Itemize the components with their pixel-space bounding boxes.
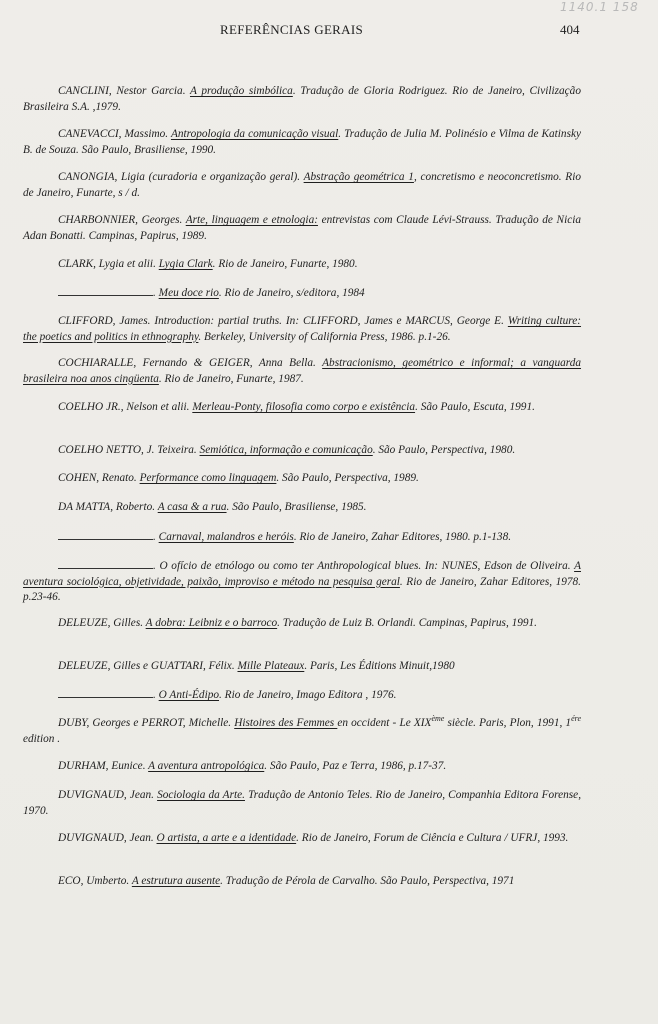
reference-entry: DA MATTA, Roberto. A casa & a rua. São Paulo, Brasiliense, 1985. <box>58 501 367 513</box>
reference-entry: CANEVACCI, Massimo. Antropologia da comunicação visual. Tradução de Julia M. Polinésio e Vilma de Katinsky B. de Souza. São Paulo, Brasiliense, 1990. <box>23 128 581 156</box>
reference-entry: . O Anti-Édipo. Rio de Janeiro, Imago Editora , 1976. <box>23 687 581 704</box>
reference-entry: DUBY, Georges e PERROT, Michelle. Histoires des Femmes en occident - Le XIXème siècle. Paris, Plon, 1991, $1^{ére}$ edition . <box>23 714 581 745</box>
reference-entry: COELHO JR., Nelson et alii. Merleau-Ponty, filosofia como corpo e existência. São Paulo, Escuta, 1991. <box>58 401 535 413</box>
reference-entry: COELHO NETTO, J. Teixeira. Semiótica, informação e comunicação. São Paulo, Perspectiva, 1980. <box>58 444 516 456</box>
reference-entry: ECO, Umberto. A estrutura ausente. Tradução de Pérola de Carvalho. São Paulo, Perspectiva, 1971 <box>58 875 515 887</box>
page-header-title: REFERÊNCIAS GERAIS <box>220 22 363 37</box>
repeat-author-line <box>58 529 153 540</box>
reference-entry: CLARK, Lygia et alii. Lygia Clark. Rio de Janeiro, Funarte, 1980. <box>58 258 358 270</box>
reference-entry: CANONGIA, Ligia (curadoria e organização geral). Abstração geométrica 1, concretismo e neoconcretismo. Rio de Janeiro, Funarte, s / d. <box>23 171 581 199</box>
reference-entry: CANCLINI, Nestor Garcia. A produção simbólica. Tradução de Gloria Rodriguez. Rio de Janeiro, Civilização Brasileira S.A. ,1979. <box>23 85 581 113</box>
reference-entry: . Meu doce rio. Rio de Janeiro, s/editora, 1984 <box>23 285 581 302</box>
reference-entry: CLIFFORD, James. Introduction: partial truths. In: CLIFFORD, James e MARCUS, George E. Writing culture: the poetics and politics in ethnography. Berkeley, University of California Press, 1986. p.1-26. <box>23 315 582 343</box>
reference-entry: . O ofício de etnólogo ou como ter Anthropological blues. In: NUNES, Edson de Oliveira. A aventura sociológica, objetividade, paixão, improviso e método na pesquisa geral. Rio de Janeiro, Zahar Editores, 1978. p.23-46. <box>23 560 582 603</box>
repeat-author-line <box>58 687 153 698</box>
repeat-author-line <box>58 558 153 569</box>
reference-entry: DUVIGNAUD, Jean. O artista, a arte e a identidade. Rio de Janeiro, Forum de Ciência e Cultura / UFRJ, 1993. <box>58 832 569 844</box>
reference-entry: COHEN, Renato. Performance como linguagem. São Paulo, Perspectiva, 1989. <box>58 472 419 484</box>
reference-entry: COCHIARALLE, Fernando & GEIGER, Anna Bella. Abstracionismo, geométrico e informal; a vanguarda brasileira noa anos cingüenta. Rio de Janeiro, Funarte, 1987. <box>23 357 582 385</box>
page-number: 404 <box>560 22 580 37</box>
pencil-annotation: 1140.1 158 <box>560 0 639 14</box>
reference-entry: DELEUZE, Gilles e GUATTARI, Félix. Mille Plateaux. Paris, Les Éditions Minuit,1980 <box>58 660 455 672</box>
reference-entry: CHARBONNIER, Georges. Arte, linguagem e etnologia: entrevistas com Claude Lévi-Strauss. Tradução de Nicia Adan Bonatti. Campinas, Papirus, 1989. <box>23 214 582 242</box>
reference-entry: DELEUZE, Gilles. A dobra: Leibniz e o barroco. Tradução de Luiz B. Orlandi. Campinas, Papirus, 1991. <box>58 617 538 629</box>
reference-entry: DURHAM, Eunice. A aventura antropológica. São Paulo, Paz e Terra, 1986, p.17-37. <box>58 760 447 772</box>
reference-entry: DUVIGNAUD, Jean. Sociologia da Arte. Tradução de Antonio Teles. Rio de Janeiro, Companhia Editora Forense, 1970. <box>23 789 582 817</box>
repeat-author-line <box>58 285 153 296</box>
reference-entry: . Carnaval, malandros e heróis. Rio de Janeiro, Zahar Editores, 1980. p.1-138. <box>23 529 581 546</box>
